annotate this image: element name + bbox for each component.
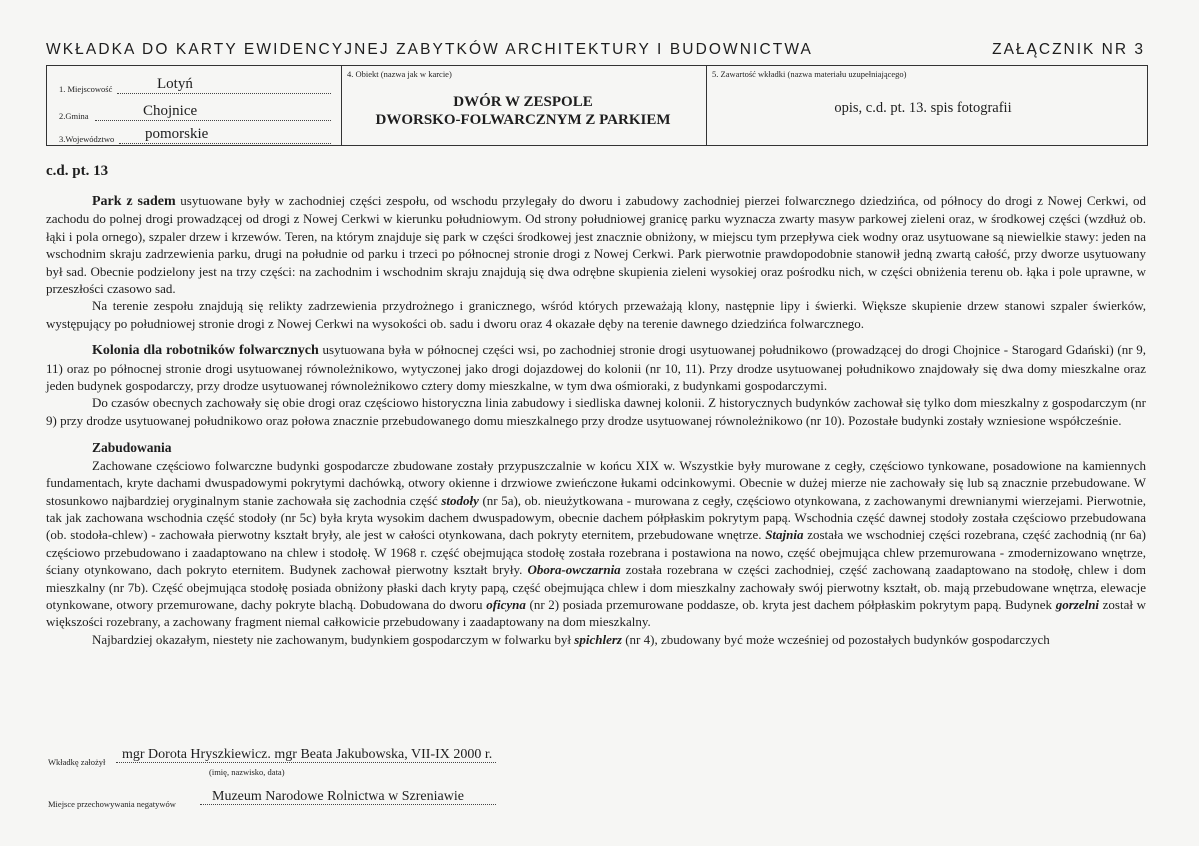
locality-value: Lotyń [157, 76, 193, 92]
paragraph-buildings [46, 457, 1146, 631]
term-obora: Obora-owczarnia [527, 562, 621, 578]
object-name-line2: DWORSKO-FOLWARCZNYM Z PARKIEM [375, 112, 671, 128]
paragraph-colony [46, 341, 1146, 394]
locality-label: 1. Miejscowość [59, 84, 113, 94]
contents-value: opis, c.d. pt. 13. spis fotografii [834, 100, 1012, 116]
paragraph-text: został w większości rozebrany, a zachowany fragment niemal całkowicie przebudowany i zaadaptowany na dom mieszkalny. [46, 596, 1146, 630]
document-body [46, 192, 1146, 648]
voivodeship-field [59, 122, 331, 144]
paragraph-granary [46, 631, 1146, 648]
prepared-by-label: Wkładkę założył [48, 757, 106, 767]
colony-heading: Kolonia dla robotników folwarcznych [92, 343, 319, 359]
form-title: WKŁADKA DO KARTY EWIDENCYJNEJ ZABYTKÓW ARCHITEKTURY I BUDOWNICTWA [46, 41, 813, 58]
paragraph-text: (nr 5a), ob. nieużytkowana - murowana z cegły, częściowo otynkowana, z zachowanymi drewnianymi wierzejami. Pierwotnie, tak jak zachowana wschodnia część stodoły (nr 5c) była kryta wysokim dachem dwuspadowym, obecnie dachem półpłaskim pokrytym papą. Wschodnia część dawnej stodoły została częściowo przebudowana (ob. stodoła-chlew) - zachowała pierwotny kształt bryły, ale jest w całości otynkowana, dach pokryty eternitem, przebudowane wnętrze. [46, 492, 1146, 543]
paragraph-trees: Na terenie zespołu znajdują się relikty zadrzewienia przydrożnego i granicznego, wśród których przeważają klony, następnie lipy i świerki. Większe skupienie drzew stanowi szpaler świerków, występujący po południowej stronie drogi z Nowej Cerkwi na wysokości ob. sadu i dworu oraz 4 okazałe dęby na terenie dawnego dziedzińca folwarcznego. [46, 298, 1146, 331]
term-stajnia: Stajnia [765, 527, 804, 543]
paragraph-text: została rozebrana w części zachodniej, część zachowaną zaadaptowano na stodołę, chlew i dom mieszkalny (nr 7b). Część obejmująca stodołę posiada obniżony płaski dach kryty papą, część obejmująca chlew i dom mieszkalny zachowały swój pierwotny kształt, ob. mają przebudowane wnętrza, elewacje otynkowane, otwory przemurowane, dachy pokryte blachą. Dobudowana do dworu [46, 562, 1146, 612]
commune-value: Chojnice [143, 103, 198, 119]
paragraph-text: (nr 4), zbudowany być może wcześniej od pozostałych budynków gospodarczych [621, 631, 1050, 647]
paragraph-text: usytuowane były w zachodniej części zespołu, od wschodu przylegały do dworu i zabudowy zachodniej pierzei folwarcznego dziedzińca, od północy do drogi z Nowej Cerkwi, od zachodu do polnej drogi prowadzącej od drogi z Nowej Cerkwi w kierunku południowym. Od strony południowej granicę parku wyznacza zwarty masyw parkowej zieleni oraz, w środkowej części (wzdłuż ob. łąki i pola ornego), szpaler drzew i krzewów. Teren, na którym znajduje się park w części środkowej jest znacznie obniżony, w miejscu tym przepływa ciek wodny oraz usytuowane są niewielkie stawy: jeden na wschodnim skraju zadrzewienia parku, drugi na południe od parku i trzeci po północnej stronie drogi z Nowej Cerkwi. Park pierwotnie prawdopodobnie stanowił jedną zwartą całość, przy dworze usytuowany był sad. Obecnie podzielony jest na trzy części: na zachodnim i wschodnim skraju znajdują się dwa odrębne skupienia zieleni wysokiej oraz pośrodku nich, w części obniżenia terenu ob. łąka i pole uprawne, w przeszłości czasowo sad. [46, 193, 1146, 297]
storage-label: Miejsce przechowywania negatywów [48, 799, 176, 809]
section-title: c.d. pt. 13 [46, 163, 109, 179]
term-stodoly: stodoły [441, 492, 479, 508]
dotted-line [95, 120, 331, 121]
dotted-line [117, 93, 331, 94]
form-header-box [46, 65, 1148, 146]
term-gorzelni: gorzelni [1055, 596, 1100, 612]
paragraph-text: Zachowane częściowo folwarczne budynki gospodarcze zbudowane zostały przypuszczalnie w końcu XIX w. Wszystkie były murowane z cegły, częściowo tynkowane, posadowione na kamiennych fundamentach, kryte dachami dwuspadowymi pokrytymi dachówką, otwory okienne i drzwiowe zwieńczone łukami odcinkowymi. Obecnie w dużej mierze nie zachowały się lub są znacznie przebudowane. W stosunkowo najbardziej oryginalnym stanie zachowała się zachodnia część [46, 457, 1146, 508]
park-heading: Park z sadem [92, 194, 176, 209]
divider [341, 66, 342, 145]
contents-label: 5. Zawartość wkładki (nazwa materiału uzupełniającego) [712, 69, 907, 79]
object-name-line1: DWÓR W ZESPOLE [453, 94, 593, 110]
annex-number: ZAŁĄCZNIK NR 3 [992, 41, 1145, 58]
paragraph-text: Najbardziej okazałym, niestety nie zachowanym, budynkiem gospodarczym w folwarku był [92, 631, 575, 647]
object-label: 4. Obiekt (nazwa jak w karcie) [347, 69, 452, 79]
term-spichlerz: spichlerz [574, 631, 622, 647]
term-oficyna: oficyna [486, 596, 526, 612]
paragraph-text: usytuowana była w północnej części wsi, po zachodniej stronie drogi usytuowanej południkowo (prowadzącej do drogi Chojnice - Starogard Gdański) (nr 9, 11) oraz po północnej stronie drogi usytuowanej równoleżnikowo, wytyczonej jako drogi dojazdowej do kolonii (nr 10, 11). Przy drodze usytuowanej południkowo znajdowały się dwa domy mieszkalne oraz jeden budynek gospodarczy, przy drodze usytuowanej równoleżnikowo cztery domy mieszkalne, w tym dwa ośmioraki, z budynkami gospodarczymi. [46, 342, 1146, 394]
prepared-by-value: mgr Dorota Hryszkiewicz. mgr Beata Jakubowska, VII-IX 2000 r. [122, 747, 493, 762]
paragraph-colony-today: Do czasów obecnych zachowały się obie drogi oraz częściowo historyczna linia zabudowy i siedliska dawnej kolonii. Z historycznych budynków zachował się tylko dom mieszkalny z gospodarczym (nr 9) przy drodze usytuowanej południkowo oraz połowa znacznie przebudowanego domu mieszkalnego przy drodze usytuowanej równoleżnikowo (nr 10). Pozostałe budynki zostały wzniesione współcześnie. [46, 395, 1146, 428]
dotted-line [119, 143, 331, 144]
voivodeship-value: pomorskie [145, 126, 209, 142]
object-name [343, 93, 703, 129]
buildings-heading: Zabudowania [92, 440, 172, 456]
paragraph-park [46, 192, 1146, 297]
commune-label: 2.Gmina [59, 111, 89, 121]
voivodeship-label: 3.Województwo [59, 134, 115, 144]
paragraph-text: (nr 2) posiada przemurowane poddasze, ob. kryta jest dachem półpłaskim pokrytym papą. Budynek [525, 596, 1056, 612]
prepared-by-note: (imię, nazwisko, data) [209, 767, 285, 777]
locality-field [59, 70, 331, 94]
commune-field [59, 97, 331, 121]
paragraph-text: została we wschodniej części rozebrana, część zachodnią (nr 6a) częściowo przebudowano i zaadaptowano na chlew i stodołę. W 1968 r. część obejmująca stodołę została rozebrana i postawiona na nowo, część obejmująca chlew przemurowana - zmodernizowano wnętrze, ściany otynkowano, dach pokryto eternitem. Budynek zachował pierwotny kształt bryły. [46, 527, 1146, 578]
storage-value: Muzeum Narodowe Rolnictwa w Szreniawie [212, 789, 464, 804]
